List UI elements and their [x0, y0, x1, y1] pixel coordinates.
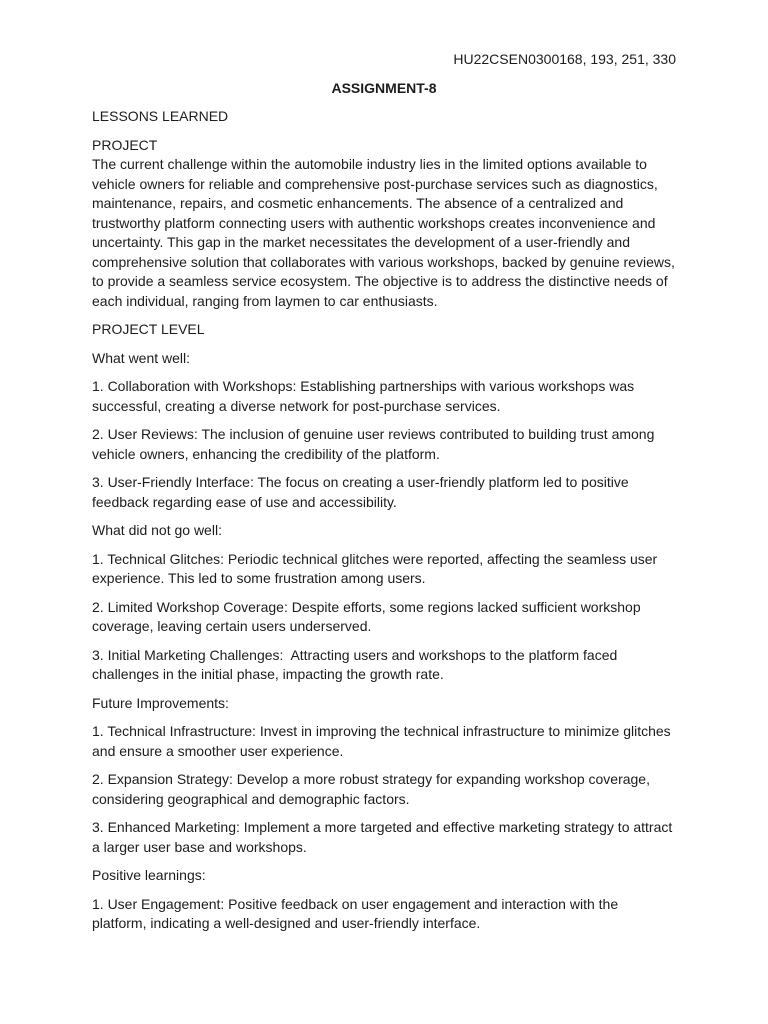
- not-well-section: [92, 521, 676, 685]
- positive-learnings-section: [92, 866, 676, 934]
- went-well-item: 3. User-Friendly Interface: The focus on creating a user-friendly platform led to positive feedback regarding ease of use and accessibility.: [92, 474, 633, 510]
- not-well-heading: What did not go well:: [92, 522, 222, 538]
- future-improvements-item: 2. Expansion Strategy: Develop a more robust strategy for expanding workshop coverage, considering geographical and demographic factors.: [92, 771, 654, 807]
- future-improvements-section: [92, 694, 676, 858]
- went-well-heading: What went well:: [92, 349, 191, 366]
- project-level-heading: PROJECT LEVEL: [92, 321, 205, 337]
- went-well-item: 2. User Reviews: The inclusion of genuine user reviews contributed to building trust among vehicle owners, enhancing the credibility of the platform.: [92, 426, 659, 462]
- project-body: The current challenge within the automobile industry lies in the limited options available to vehicle owners for reliable and comprehensive post-purchase services such as diagnostics, maintenance, repairs, and cosmetic enhancements. The absence of a centralized and trustworthy platform connecting users with authentic workshops creates inconvenience and uncertainty. This gap in the market necessitates the development of a user-friendly and comprehensive solution that collaborates with various workshops, backed by genuine reviews, to provide a seamless service ecosystem. The objective is to address the distinctive needs of each individual, ranging from laymen to car enthusiasts.: [92, 156, 679, 309]
- not-well-item: 3. Initial Marketing Challenges: Attracting users and workshops to the platform faced challenges in the initial phase, impacting the growth rate.: [92, 646, 622, 682]
- went-well-section: [92, 349, 676, 513]
- student-id-header: HU22CSEN0300168, 193, 251, 330: [453, 51, 676, 67]
- positive-learnings-heading: Positive learnings:: [92, 867, 206, 883]
- lessons-learned-heading: LESSONS LEARNED: [92, 108, 229, 124]
- future-improvements-item: 3. Enhanced Marketing: Implement a more targeted and effective marketing strategy to attract a larger user base and workshops.: [92, 819, 677, 855]
- assignment-title: ASSIGNMENT-8: [331, 79, 437, 96]
- project-section: [92, 136, 679, 312]
- positive-learnings-item: 1. User Engagement: Positive feedback on user engagement and interaction with the platform, indicating a well-designed and user-friendly interface.: [92, 895, 622, 931]
- project-label: PROJECT: [92, 136, 158, 153]
- future-improvements-item: 1. Technical Infrastructure: Invest in improving the technical infrastructure to minimize glitches and ensure a smoother user experience.: [92, 723, 675, 759]
- not-well-item: 1. Technical Glitches: Periodic technical glitches were reported, affecting the seamless user experience. This led to some frustration among users.: [92, 550, 662, 586]
- future-improvements-heading: Future Improvements:: [92, 694, 229, 711]
- went-well-item: 1. Collaboration with Workshops: Establishing partnerships with various workshops was successful, creating a diverse network for post-purchase services.: [92, 378, 638, 414]
- not-well-item: 2. Limited Workshop Coverage: Despite efforts, some regions lacked sufficient workshop coverage, leaving certain users underserved.: [92, 598, 645, 634]
